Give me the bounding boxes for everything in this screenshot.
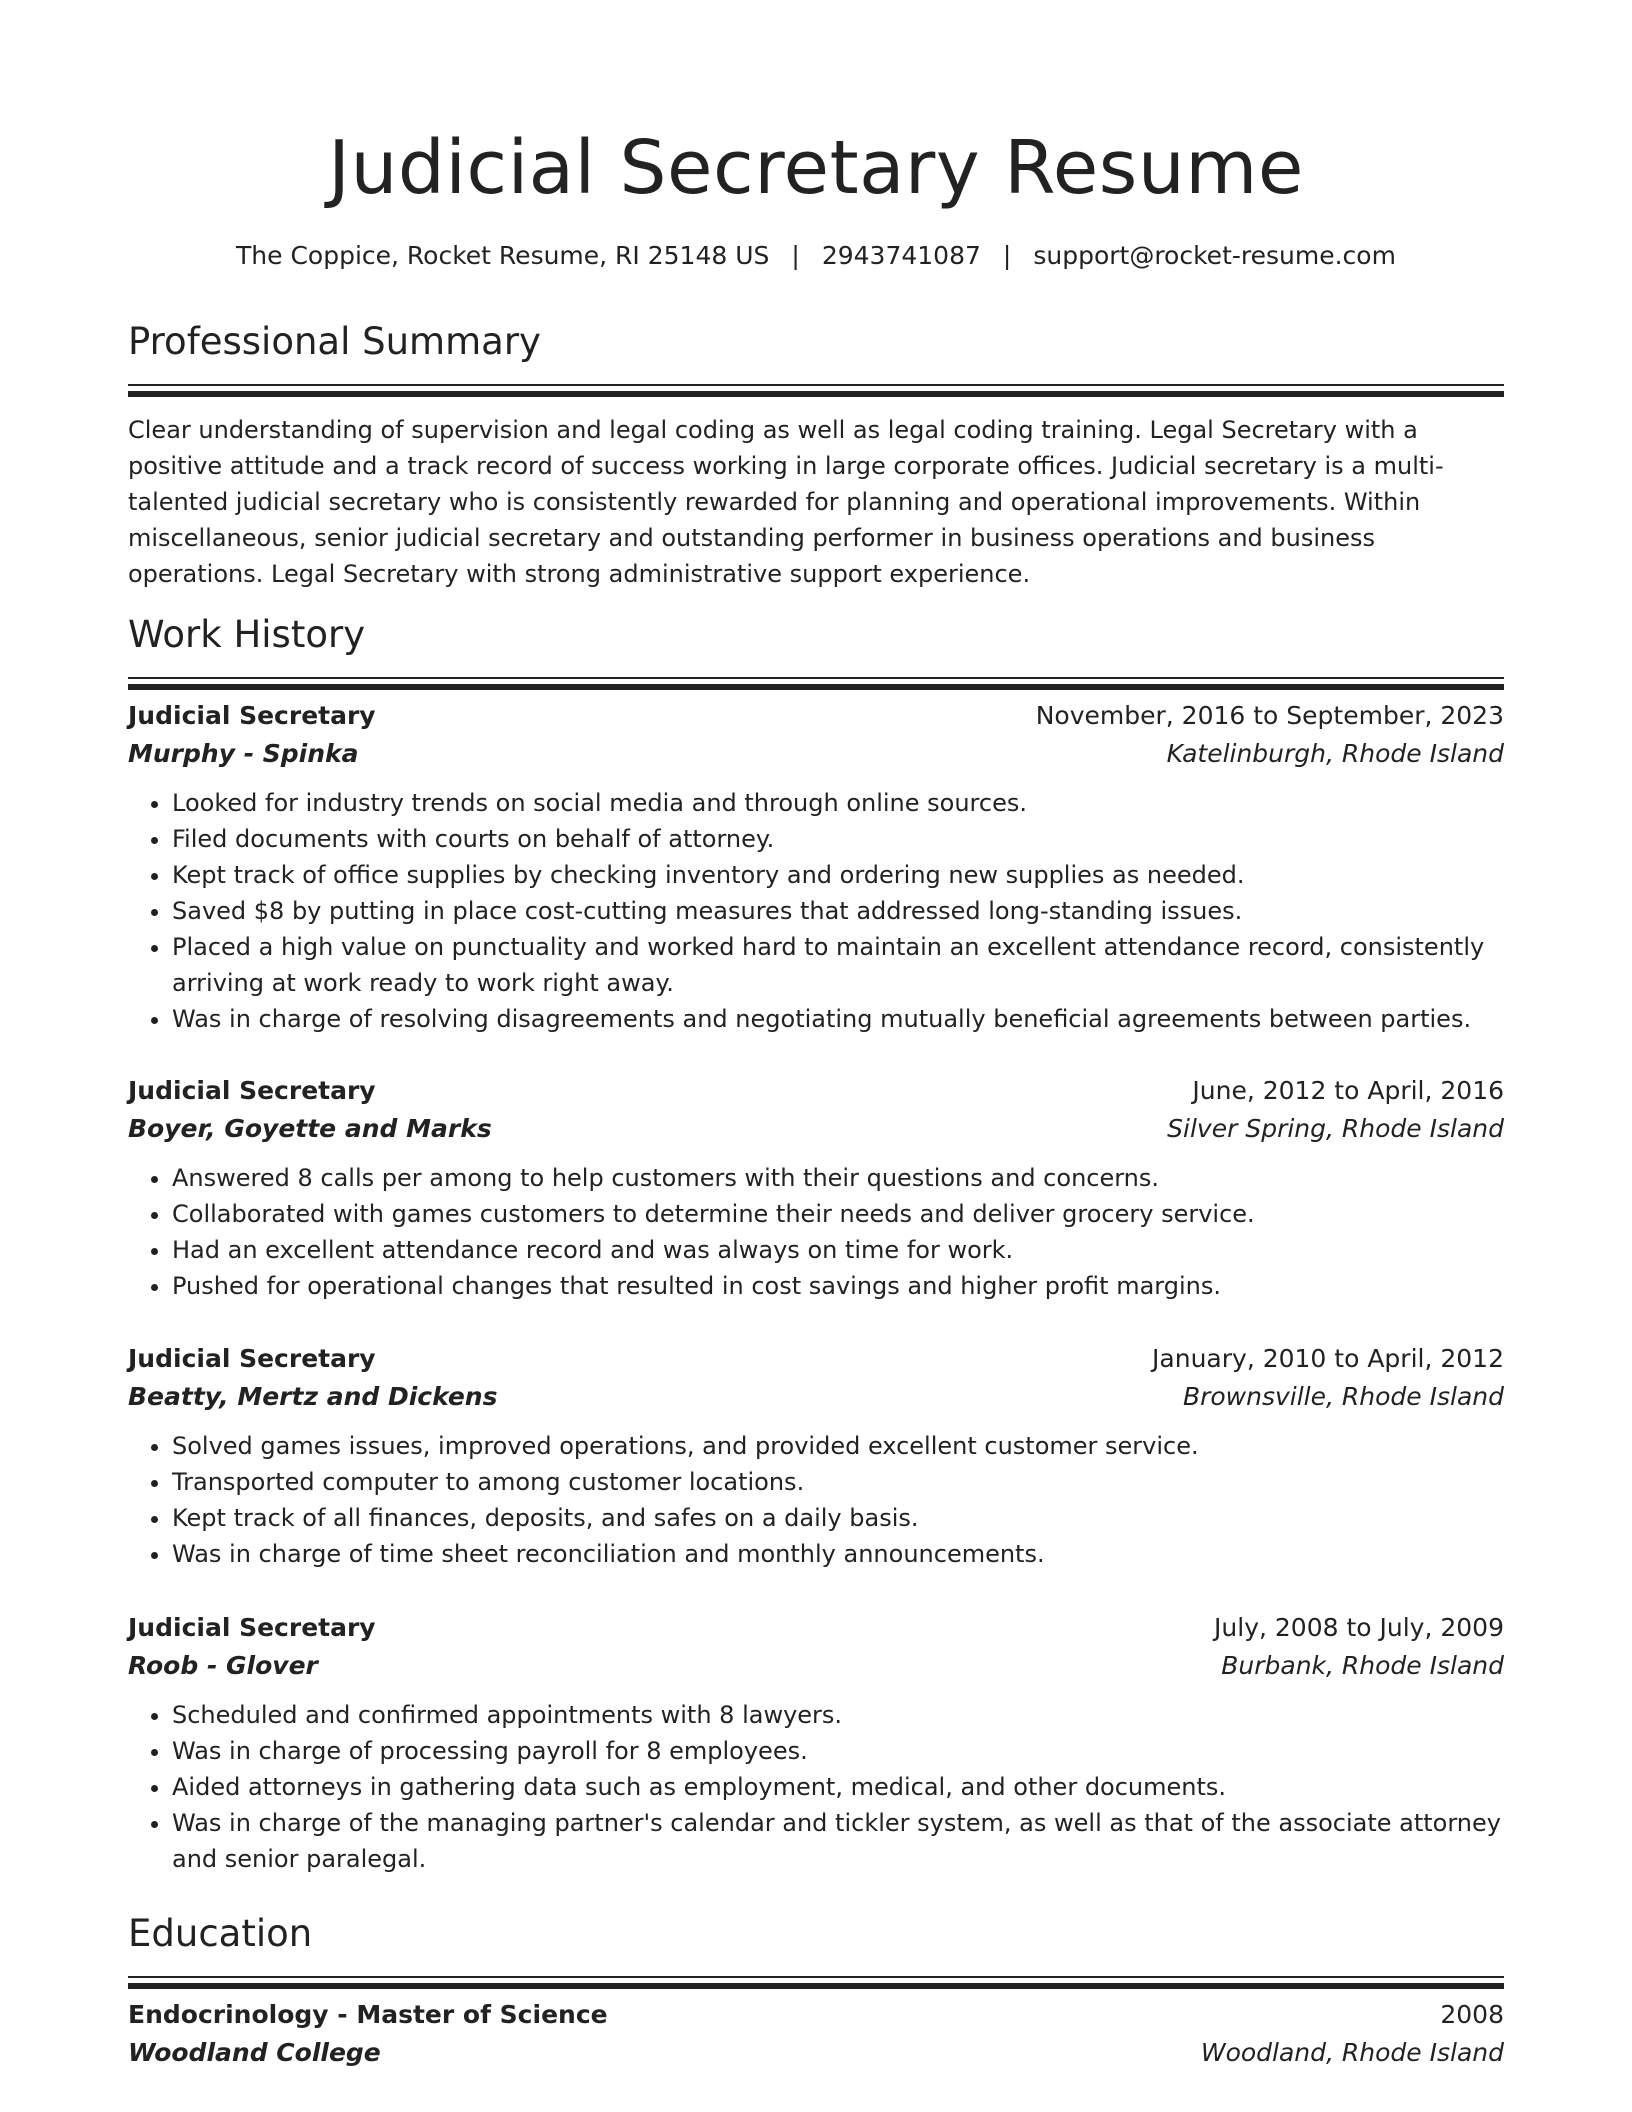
job-dates: November, 2016 to September, 2023 xyxy=(1035,701,1504,730)
job-bullet: • Looked for industry trends on social media and through online sources. xyxy=(172,785,1504,821)
job-bullet: • Was in charge of resolving disagreements and negotiating mutually beneficial agreements between parties. xyxy=(172,1001,1504,1037)
contact-separator: | xyxy=(1002,241,1012,270)
job-bullet: • Was in charge of time sheet reconciliation and monthly announcements. xyxy=(172,1536,1504,1572)
section-heading: Work History xyxy=(128,613,366,656)
section-divider xyxy=(128,384,1504,396)
job-dates: July, 2008 to July, 2009 xyxy=(1214,1613,1504,1642)
job-bullet: • Scheduled and confirmed appointments with 8 lawyers. xyxy=(172,1697,1504,1733)
job-bullet: • Kept track of all finances, deposits, and safes on a daily basis. xyxy=(172,1500,1504,1536)
job-bullet: • Saved $8 by putting in place cost-cutting measures that addressed long-standing issues. xyxy=(172,893,1504,929)
job-entry xyxy=(128,697,1504,1037)
education-entry xyxy=(128,1996,1504,2072)
job-location: Silver Spring, Rhode Island xyxy=(1167,1114,1504,1143)
education-degree: Endocrinology - Master of Science xyxy=(128,2000,608,2029)
job-employer-row xyxy=(128,735,1504,773)
job-bullet: • Solved games issues, improved operations, and provided excellent customer service. xyxy=(172,1428,1504,1464)
job-header-row xyxy=(128,1072,1504,1110)
education-location: Woodland, Rhode Island xyxy=(1200,2038,1504,2067)
job-bullet: • Placed a high value on punctuality and worked hard to maintain an excellent attendance record, consistently arriving at work ready to work right away. xyxy=(172,929,1504,1001)
education-header-row xyxy=(128,1996,1504,2034)
job-header-row xyxy=(128,1609,1504,1647)
contact-separator: | xyxy=(791,241,800,270)
job-employer: Roob - Glover xyxy=(128,1651,318,1680)
summary-text: Clear understanding of supervision and legal coding as well as legal coding training. Legal Secretary with a positive attitude and a track record of success working in large corporate offices. Judicial secretary is a multi-talented judicial secretary who is consistently rewarded for planning and operational improvements. Within miscellaneous, senior judicial secretary and outstanding performer in business operations and business operations. Legal Secretary with strong administrative support experience. xyxy=(128,416,1444,588)
education-school-row xyxy=(128,2034,1504,2072)
job-title: Judicial Secretary xyxy=(128,1344,376,1373)
job-employer-row xyxy=(128,1378,1504,1416)
section-divider xyxy=(128,1976,1504,1988)
education-year: 2008 xyxy=(1440,2000,1504,2029)
section-heading: Education xyxy=(128,1912,313,1955)
job-bullets xyxy=(128,785,1504,1037)
job-bullets xyxy=(128,1428,1504,1572)
job-bullets xyxy=(128,1160,1504,1304)
section-heading: Professional Summary xyxy=(128,320,541,363)
job-entry xyxy=(128,1072,1504,1304)
job-employer: Boyer, Goyette and Marks xyxy=(128,1114,492,1143)
job-bullet: • Filed documents with courts on behalf of attorney. xyxy=(172,821,1504,857)
job-bullet: • Was in charge of the managing partner's calendar and tickler system, as well as that of the associate attorney and senior paralegal. xyxy=(172,1805,1504,1877)
job-bullet: • Aided attorneys in gathering data such as employment, medical, and other documents. xyxy=(172,1769,1504,1805)
summary-section xyxy=(128,316,1504,592)
job-bullet: • Transported computer to among customer locations. xyxy=(172,1464,1504,1500)
job-employer: Murphy - Spinka xyxy=(128,739,359,768)
education-section xyxy=(128,1908,1504,1988)
job-title: Judicial Secretary xyxy=(128,1613,376,1642)
job-location: Brownsville, Rhode Island xyxy=(1182,1382,1504,1411)
contact-phone: 2943741087 xyxy=(821,241,981,270)
job-bullet: • Kept track of office supplies by checking inventory and ordering new supplies as needed. xyxy=(172,857,1504,893)
education-school: Woodland College xyxy=(128,2038,381,2067)
job-dates: June, 2012 to April, 2016 xyxy=(1192,1076,1504,1105)
job-title: Judicial Secretary xyxy=(128,1076,376,1105)
job-location: Katelinburgh, Rhode Island xyxy=(1166,739,1504,768)
job-bullets xyxy=(128,1697,1504,1877)
contact-email[interactable]: support@rocket-resume.com xyxy=(1033,241,1396,270)
work-history-section xyxy=(128,609,1504,689)
section-divider xyxy=(128,677,1504,689)
job-location: Burbank, Rhode Island xyxy=(1221,1651,1504,1680)
contact-line xyxy=(128,238,1504,274)
job-employer-row xyxy=(128,1647,1504,1685)
job-header-row xyxy=(128,697,1504,735)
contact-address: The Coppice, Rocket Resume, RI 25148 US xyxy=(236,241,770,270)
resume-title: Judicial Secretary Resume xyxy=(328,125,1304,211)
job-dates: January, 2010 to April, 2012 xyxy=(1152,1344,1504,1373)
job-header-row xyxy=(128,1340,1504,1378)
job-bullet: • Had an excellent attendance record and was always on time for work. xyxy=(172,1232,1504,1268)
job-bullet: • Answered 8 calls per among to help customers with their questions and concerns. xyxy=(172,1160,1504,1196)
job-entry xyxy=(128,1609,1504,1877)
job-bullet: • Pushed for operational changes that resulted in cost savings and higher profit margins. xyxy=(172,1268,1504,1304)
job-title: Judicial Secretary xyxy=(128,701,376,730)
job-entry xyxy=(128,1340,1504,1572)
job-employer: Beatty, Mertz and Dickens xyxy=(128,1382,498,1411)
job-employer-row xyxy=(128,1110,1504,1148)
job-bullet: • Collaborated with games customers to determine their needs and deliver grocery service. xyxy=(172,1196,1504,1232)
job-bullet: • Was in charge of processing payroll for 8 employees. xyxy=(172,1733,1504,1769)
